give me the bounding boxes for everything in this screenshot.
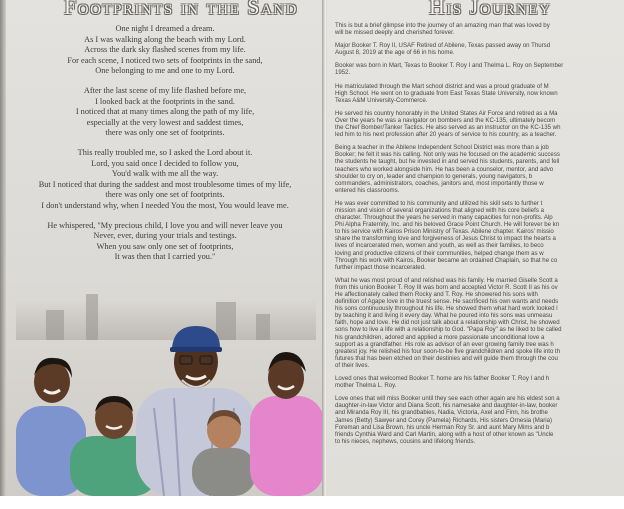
text-line: Loved ones that welcomed Booker T. home are his father Booker T. Roy I and h	[335, 375, 550, 383]
text-line: He affectionately called them Rocky and T. Roy. He showered his sons with	[335, 291, 538, 298]
text-line: Phi Alpha Fraternity, Inc. and his beloved Grace Point Church. He will forever be kn	[335, 221, 560, 229]
poem-line: He whispered, "My precious child, I love you and will never leave you	[47, 220, 283, 230]
poem-line: After the last scene of my life flashed before me,	[83, 85, 247, 95]
poem-line: there was only one set of footprints.	[105, 190, 225, 200]
text-line: loving and productive citizens of their communities, helped change them as w	[335, 249, 544, 257]
poem-line: One night I dreamed a dream.	[115, 24, 215, 33]
obituary-paragraph	[335, 200, 624, 271]
text-line: sons how to live a life with a relationship to God. "Papa Roy" as he liked to be called	[335, 326, 562, 334]
text-line: share the transforming love and forgiveness of Jesus Christ to impact the hearts a	[335, 235, 556, 243]
poem-line: Never, ever, during your trials and testings.	[93, 231, 237, 241]
text-line: August 8, 2019 at the age of 66 in his home.	[335, 49, 455, 57]
text-line: Booker; he felt it was his calling. Not only was he focused on the academic success	[335, 151, 560, 159]
family-photo-icon	[14, 318, 324, 496]
text-line: He was ever committed to his community and utilized his skill sets to further t	[335, 199, 543, 207]
left-page	[6, 0, 324, 496]
text-line: and Miranda Roy III, his grandbabies, Nadia, Victoria, Axel and Finn, his brothe	[335, 409, 548, 417]
text-line: of their lives.	[335, 361, 370, 369]
poem-line: When you saw only one set of footprints,	[96, 241, 234, 251]
text-line: further impact those incarcerated.	[335, 263, 426, 271]
text-line: James (Betty) Sawyer and Corey (Pamela) Richards, His sisters Ornesia (Maria)	[335, 416, 553, 424]
poem-stanza	[6, 221, 324, 263]
poem-line: Lord, you said once I decided to follow you,	[91, 158, 239, 168]
text-line: from this union Booker T. Roy III was born and accepted Victor R. Scott II as his ov	[335, 283, 558, 291]
text-line: faith, hope and love. He did not just talk about a relationship with Christ, he showed	[335, 319, 560, 327]
text-line: definition of Agape love in the truest sense. He sacrificed his own wants and needs	[335, 298, 559, 306]
poem-line: Across the dark sky flashed scenes from my life.	[84, 45, 246, 55]
text-line: by teaching it and living it every day. What he poured into his sons was unmeasu	[335, 312, 553, 320]
text-line: daughter-in-law Victor and Diana Scott, his namesake and daughter-in-law, booker	[335, 402, 558, 410]
poem-line: I don't understand why, when I needed You the most, You would leave me.	[41, 200, 289, 210]
text-line: Through his work with Kairos, Booker became an ordained Chaplain, so that he co	[335, 256, 558, 264]
poem-line: But I noticed that during the saddest and most troublesome times of my life,	[38, 179, 292, 189]
right-page-title: His Journey	[429, 0, 552, 19]
text-line: to his service with Kairos Prison Ministry of Texas. Abilene chapter. Kairos' missio	[335, 228, 554, 236]
left-page-title: Footprints in the Sand	[64, 0, 298, 19]
obituary-paragraph	[335, 62, 624, 76]
text-line: Love ones that will miss Booker until they see each other again are his eldest son a	[335, 395, 560, 403]
poem-line: One belonging to me and one to my Lord.	[95, 66, 235, 76]
right-page	[327, 0, 624, 496]
poem-line: especially at the very lowest and saddest times,	[86, 117, 244, 127]
poem-line: As I was walking along the beach with my Lord.	[84, 34, 246, 44]
text-line: lives of incarcerated men, women and youth, as well as their families, to beco	[335, 242, 544, 250]
obituary-paragraph	[335, 144, 624, 194]
obituary-paragraph	[335, 22, 624, 36]
text-line: to his nieces, nephews, cousins and lifelong friends.	[335, 437, 476, 445]
text-line: shoulder to cry on, leader and champion to generals, young navigators, b	[335, 172, 533, 180]
footprints-poem	[6, 24, 324, 272]
obituary-paragraph	[335, 110, 624, 138]
obituary-paragraph	[335, 277, 624, 369]
page-bottom-margin	[0, 496, 624, 509]
text-line: Over the years he was a navigator on bombers and the KC-135, ultimately becom	[335, 116, 556, 124]
text-line: teachers who worked alongside him. He has been a counselor, mentor, and advo	[335, 165, 554, 173]
text-line: He matriculated through the Mart school district and was a proud graduate of M	[335, 82, 549, 90]
text-line: his grandchildren, adored and applied a more passionate unconditional love a	[335, 333, 545, 341]
text-line: futures that has been etched on their destinies and will guide them through the cou	[335, 354, 558, 362]
poem-stanza	[6, 148, 324, 212]
obituary-article	[335, 22, 624, 451]
text-line: He served his country honorably in the United States Air Force and retired as a Ma	[335, 109, 558, 117]
poem-line: It was then that I carried you."	[114, 252, 216, 262]
text-line: mother Thelma L. Roy.	[335, 382, 397, 390]
text-line: Texas A&M University-Commerce.	[335, 96, 428, 104]
text-line: This is but a brief glimpse into the journey of an amazing man that was loved by	[335, 22, 550, 29]
poem-line: This really troubled me, so I asked the Lord about it.	[77, 147, 253, 157]
poem-stanza	[6, 24, 324, 77]
text-line: character. Throughout the years he served in many capacities for non-profits. Alp	[335, 214, 553, 222]
poem-line: there was only one set of footprints.	[105, 128, 225, 138]
text-line: entered his classrooms.	[335, 186, 400, 194]
obituary-paragraph	[335, 395, 624, 445]
poem-line: I looked back at the footprints in the sand.	[95, 96, 235, 106]
text-line: mission and vision of several organizations that aligned with his core beliefs a	[335, 206, 544, 214]
text-line: greatest joy. He relished his four soon-to-be five grandchildren and spoke life into th	[335, 347, 561, 355]
text-line: commanders, administrators, coaches, janitors and, most importantly those w	[335, 179, 544, 187]
text-line: friends Cynthia Ward and Carl Martin, along with a host of other known as "Uncle	[335, 430, 554, 438]
text-line: Booker was born in Mart, Texas to Booker T. Roy I and Thelma L. Roy on September	[335, 62, 564, 70]
text-line: Being a teacher in the Abilene Independent School District was more than a job	[335, 144, 549, 152]
text-line: 1952.	[335, 69, 351, 77]
poem-stanza	[6, 86, 324, 139]
text-line: led him to his next profession after 20 years of service to his country, as a teacher.	[335, 131, 557, 139]
girl-pink-figure	[250, 352, 324, 496]
text-line: his sons continuously throughout his life. He showed them what hard work looked l	[335, 305, 558, 313]
text-line: High School. He went on to graduate from East Texas State University, now known	[335, 89, 558, 97]
poem-line: For each scene, I noticed two sets of footprints in the sand,	[67, 55, 263, 65]
obituary-paragraph	[335, 83, 624, 104]
text-line: will be missed deeply and cherished forever.	[335, 29, 455, 37]
text-line: the students he taught, but he invested in and served his students, parents, and fell	[335, 158, 560, 166]
text-line: Foreman and Lisa Brown, his uncle Herman Roy Sr. and aunt Mary Mims and b	[335, 423, 550, 431]
poem-line: You'd walk with me all the way.	[111, 169, 219, 179]
text-line: What he was most proud of and relished was his family. He married Giselle Scott a	[335, 276, 558, 284]
obituary-paragraph	[335, 42, 624, 56]
text-line: Major Booker T. Roy II, USAF Retired of Abilene, Texas passed away on Thursd	[335, 42, 551, 50]
obituary-paragraph	[335, 375, 624, 389]
family-photo	[14, 318, 324, 496]
poem-line: I noticed that at many times along the path of my life,	[75, 107, 255, 117]
text-line: support as a grandfather. His role as advisor of an ever growing family tree was h	[335, 340, 554, 348]
text-line: the Chief Bomber/Tanker Tactics. He also served as an instructor on the KC-135 wh	[335, 124, 561, 132]
